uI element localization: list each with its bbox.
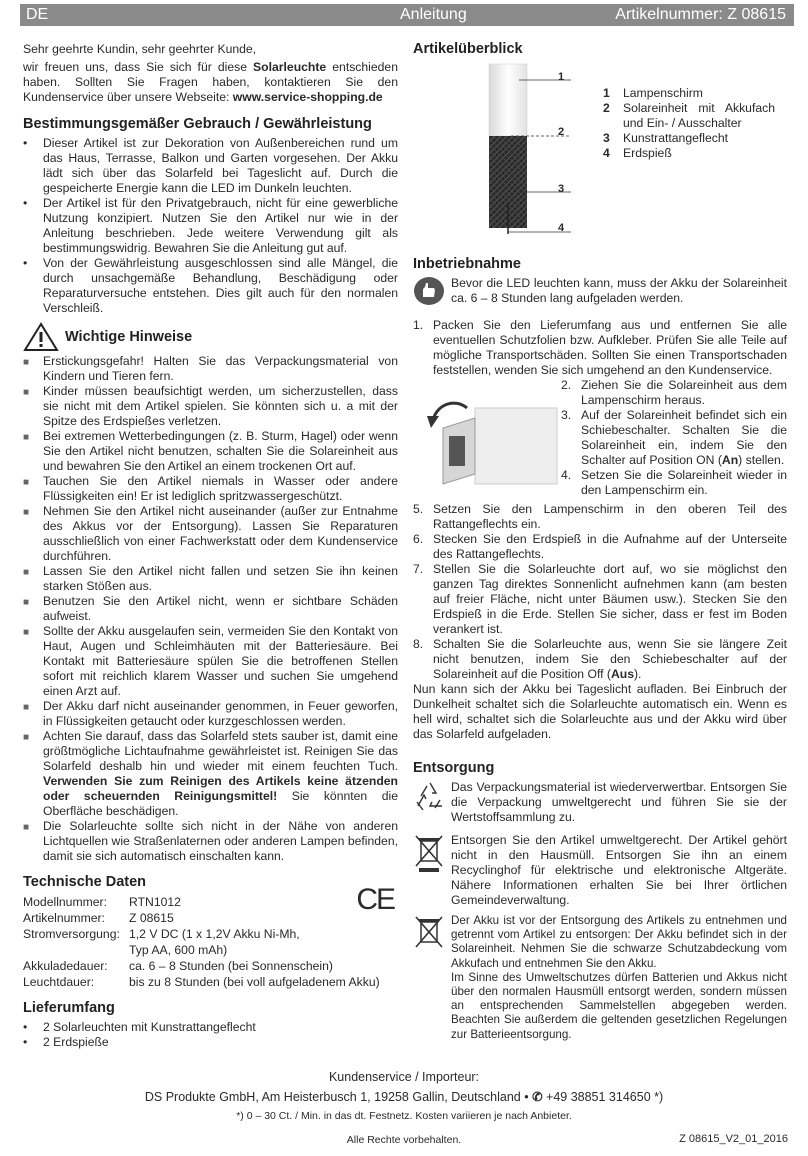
list-item: • Dieser Artikel ist zur Dekoration von Außenbereichen rund um das Haus, Terrasse, Balkon und Garten vorgesehen. Der Akku lädt sich über das Solarfeld bei Tageslicht auf. Durch die gespeicherte Energie kann die LED im Dunkeln leuchten. — [23, 136, 398, 195]
tech-table — [23, 894, 380, 990]
callout-1: 1 — [558, 71, 565, 83]
legend-item: 4 Erdspieß — [603, 146, 672, 160]
solar-unit-illustration — [415, 392, 565, 502]
solar-unit-section — [413, 378, 787, 502]
setup-note-text: Bevor die LED leuchten kann, muss der Akku der Solareinheit ca. 6 – 8 Stunden lang aufgeladen werden. — [451, 276, 787, 305]
warnings-header — [23, 322, 398, 352]
hand-instruction-icon — [413, 276, 445, 306]
list-item: ■ Sollte der Akku ausgelaufen sein, vermeiden Sie den Kontakt von Haut, Augen und Schleimhäuten mit der Batteriesäure. Bei Kontakt mit Batteriesäure spülen Sie die betroffenen Stellen sofort mit reichlich klarem Wasser und suchen Sie umgehend einen Arzt auf. — [23, 624, 398, 698]
parts-legend — [603, 86, 775, 161]
list-item: ■ Achten Sie darauf, dass das Solarfeld stets sauber ist, damit eine größtmögliche Lichtaufnahme gewährleistet ist. Reinigen Sie das Solarfeld deshalb hin und wieder mit einem feuchten Tuch. Verwenden Sie zum Reinigen des Artikels keine ätzenden oder scheuernden Reinigungsmittel! Sie könnten die Oberfläche beschädigen. — [23, 729, 398, 818]
setup-heading: Inbetriebnahme — [413, 256, 521, 272]
list-item: ■ Der Akku darf nicht auseinander genommen, in Feuer geworfen, in Flüssigkeiten getaucht oder kurzgeschlossen werden. — [23, 699, 398, 728]
list-item: ■ Benutzen Sie den Artikel nicht, wenn er sichtbare Schäden aufweist. — [23, 594, 398, 623]
list-item: ■ Lassen Sie den Artikel nicht fallen und setzen Sie ihn keinen starken Stößen aus. — [23, 564, 398, 593]
warnings-list — [23, 354, 398, 864]
usage-heading: Bestimmungsgemäßer Gebrauch / Gewährleistung — [23, 116, 372, 132]
callout-4: 4 — [558, 222, 565, 234]
disposal-battery-text-2: Im Sinne des Umweltschutzes dürfen Batterien und Akkus nicht über den normalen Hausmüll entsorgt werden, sondern müssen an entsprechenden Sammelstellen abgegeben werden. Beachten Sie außerdem die geltenden gesetzlichen Regelungen zur Batterieentsorgung. — [451, 970, 787, 1041]
disposal-weee — [413, 833, 787, 908]
website-link[interactable]: www.service-shopping.de — [232, 90, 383, 104]
disposal-battery-text-1: Der Akku ist vor der Entsorgung des Artikels zu entnehmen und getrennt vom Artikel zu entsorgen: Der Akku befindet sich in der Solareinheit. Nehmen Sie die schwarze Schutzabdeckung vom Akkufach und entnehmen Sie den Akku. — [451, 914, 787, 970]
ce-mark: CE — [356, 883, 394, 916]
intro-text-b: entschieden haben. Sollten Sie Fragen haben, kontaktieren Sie den Kundenservice über unsere Webseite: — [23, 60, 398, 104]
lamp-diagram — [431, 62, 581, 234]
intro-text — [23, 60, 398, 105]
table-row: Leuchtdauer: bis zu 8 Stunden (bei voll aufgeladenem Akku) — [23, 975, 380, 989]
callout-2: 2 — [558, 126, 565, 138]
document-version: Z 08615_V2_01_2016 — [679, 1133, 788, 1145]
callout-3: 3 — [558, 183, 565, 195]
scope-heading: Lieferumfang — [23, 1000, 115, 1016]
list-item: ■ Tauchen Sie den Artikel niemals in Wasser oder andere Flüssigkeiten ein! Er ist lediglich spritzwassergeschützt. — [23, 474, 398, 503]
language-code: DE — [26, 6, 49, 23]
list-item: ■ Bei extremen Wetterbedingungen (z. B. Sturm, Hagel) oder wenn Sie den Artikel nicht benutzen, schalten Sie die Solareinheit aus und bewahren Sie den Artikel an einem trockenen Ort auf. — [23, 429, 398, 473]
list-item: • 2 Solarleuchten mit Kunstrattangeflecht — [23, 1020, 256, 1034]
right-column — [413, 38, 787, 1042]
table-row: Stromversorgung: 1,2 V DC (1 x 1,2V Akku Ni-Mh, — [23, 927, 300, 941]
crossed-battery-bin-icon — [413, 914, 445, 950]
lamp-shade — [489, 64, 527, 136]
document-title: Anleitung — [400, 6, 467, 23]
legend-item: 1 Lampenschirm — [603, 86, 703, 100]
list-item: 1. Packen Sie den Lieferumfang aus und entfernen Sie alle eventuellen Schutzfolien bzw. Aufkleber. Prüfen Sie alle Teile auf mögliche Transportschäden. Sollten Sie einen Transportschaden feststellen, wenden Sie sich umgehend an den Kundenservice. — [413, 318, 787, 377]
footer-phone: +49 38851 314650 *) — [542, 1090, 664, 1104]
list-item: • 2 Erdspieße — [23, 1035, 109, 1049]
tech-heading: Technische Daten — [23, 874, 147, 890]
table-row: Typ AA, 600 mAh) — [129, 943, 228, 957]
list-item: 5. Setzen Sie den Lampenschirm in den oberen Teil des Rattangeflechts ein. — [413, 502, 787, 531]
disposal-battery — [413, 914, 787, 1042]
intro-text-a: wir freuen uns, dass Sie sich für diese — [23, 60, 254, 74]
product-name: Solarleuchte — [253, 60, 327, 74]
legend-item: 3 Kunstrattangeflecht — [603, 131, 729, 145]
recycling-icon — [413, 780, 447, 814]
list-item: 6. Stecken Sie den Erdspieß in die Aufnahme auf der Unterseite des Rattangeflechts. — [413, 532, 787, 561]
list-item: 2. Ziehen Sie die Solareinheit aus dem Lampenschirm heraus. — [561, 378, 787, 407]
list-item: ■ Nehmen Sie den Artikel nicht auseinander (außer zur Entnahme des Akkus vor der Entsorgung). Lassen Sie Reparaturen ausschließlich von einer Fachwerkstatt oder dem Kundenservice durchführen. — [23, 504, 398, 563]
warning-triangle-icon — [23, 322, 59, 352]
list-item: ■ Erstickungsgefahr! Halten Sie das Verpackungsmaterial von Kindern und Tieren fern. — [23, 354, 398, 383]
footer-title: Kundenservice / Importeur: — [328, 1070, 480, 1084]
table-row: Modellnummer: RTN1012 — [23, 895, 181, 909]
setup-note — [413, 276, 787, 310]
list-item: 7. Stellen Sie die Solarleuchte dort auf, wo sie möglichst den ganzen Tag direktes Sonnenlicht aufnehmen kann (am besten auf freier Fläche, nicht unter Bäumen usw.). Stecken Sie den Erdspieß in die Erde. Stellen Sie sicher, dass er fest im Boden verankert ist. — [413, 562, 787, 636]
disposal-weee-text: Entsorgen Sie den Artikel umweltgerecht. Der Artikel gehört nicht in den Hausmüll. Entsorgen Sie ihn an einem Recyclinghof für elektrische und elektronische Altgeräte. Nähere Informationen erhalten Sie bei Ihrer örtlichen Gemeindeverwaltung. — [451, 833, 787, 907]
setup-steps — [413, 318, 787, 378]
legend-item: 2 Solareinheit mit Akkufach und Ein- / Ausschalter — [603, 101, 775, 130]
product-overview — [413, 62, 787, 234]
phone-icon: ✆ — [532, 1090, 543, 1104]
disposal-packaging-text: Das Verpackungsmaterial ist wiederverwertbar. Entsorgen Sie die Verpackung umweltgerecht und führen Sie sie der Wertstoffsammlung zu. — [451, 780, 787, 824]
setup-closing: Nun kann sich der Akku bei Tageslicht aufladen. Bei Einbruch der Dunkelheit schaltet sich die Solarleuchte automatisch ein. Wenn es hell wird, schaltet sich die Solarleuchte aus und der Akku wird über das Solarfeld aufgeladen. — [413, 682, 787, 741]
table-row: Artikelnummer: Z 08615 — [23, 911, 174, 925]
list-item: 3. Auf der Solareinheit befindet sich ein Schiebeschalter. Schalten Sie die Solareinheit ein, indem Sie den Schalter auf Position ON (An) stellen. — [561, 408, 787, 467]
left-column — [23, 38, 398, 1050]
warnings-heading: Wichtige Hinweise — [65, 328, 193, 345]
disposal-packaging — [413, 780, 787, 825]
scope-list — [23, 1020, 398, 1050]
footer-rights: Alle Rechte vorbehalten. — [346, 1134, 462, 1146]
list-item: • Von der Gewährleistung ausgeschlossen sind alle Mängel, die durch unsachgemäße Behandlung, Beschädigung oder Reparaturversuche entstehen. Dies gilt auch für den normalen Verschleiß. — [23, 256, 398, 315]
table-row: Akkuladedauer: ca. 6 – 8 Stunden (bei Sonnenschein) — [23, 959, 333, 973]
header-bar — [20, 4, 794, 26]
list-item: ■ Kinder müssen beaufsichtigt werden, um sicherzustellen, dass sie nicht mit dem Artikel spielen. Sie könnten sich u. a mit der Spitze des Erdspießes verletzen. — [23, 384, 398, 428]
list-item: ■ Die Solarleuchte sollte sich nicht in der Nähe von anderen Lichtquellen wie Straßenlaternen oder anderen Lampen befinden, damit sie sich automatisch einschalten kann. — [23, 819, 398, 863]
list-item: 8. Schalten Sie die Solarleuchte aus, wenn Sie sie längere Zeit nicht benutzen, indem Sie den Schiebeschalter auf der Solareinheit auf die Position Off (Aus). — [413, 637, 787, 681]
setup-steps-2 — [561, 378, 787, 498]
footer-address: DS Produkte GmbH, Am Heisterbusch 1, 19258 Gallin, Deutschland • ✆ +49 38851 314650 *) — [144, 1090, 664, 1104]
footer-fee-note: *) 0 – 30 Ct. / Min. in das dt. Festnetz. Kosten variieren je nach Anbieter. — [236, 1110, 572, 1122]
list-item: 4. Setzen Sie die Solareinheit wieder in den Lampenschirm ein. — [561, 468, 787, 497]
setup-steps-3 — [413, 502, 787, 682]
disposal-heading: Entsorgung — [413, 760, 495, 776]
usage-list — [23, 136, 398, 316]
article-number: Artikelnummer: Z 08615 — [615, 6, 786, 23]
lamp-shade-side — [475, 408, 557, 484]
crossed-bin-icon — [413, 833, 445, 873]
overview-heading: Artikelüberblick — [413, 41, 523, 57]
greeting: Sehr geehrte Kundin, sehr geehrter Kunde, — [23, 42, 257, 56]
tech-section — [23, 874, 398, 990]
list-item: • Der Artikel ist für den Privatgebrauch, nicht für eine gewerbliche Nutzung konzipiert. Nutzen Sie den Artikel nur wie in der Anleitung beschrieben. Jede weitere Verwendung gilt als bestimmungswidrig. Bewahren Sie die Anleitung gut auf. — [23, 196, 398, 255]
